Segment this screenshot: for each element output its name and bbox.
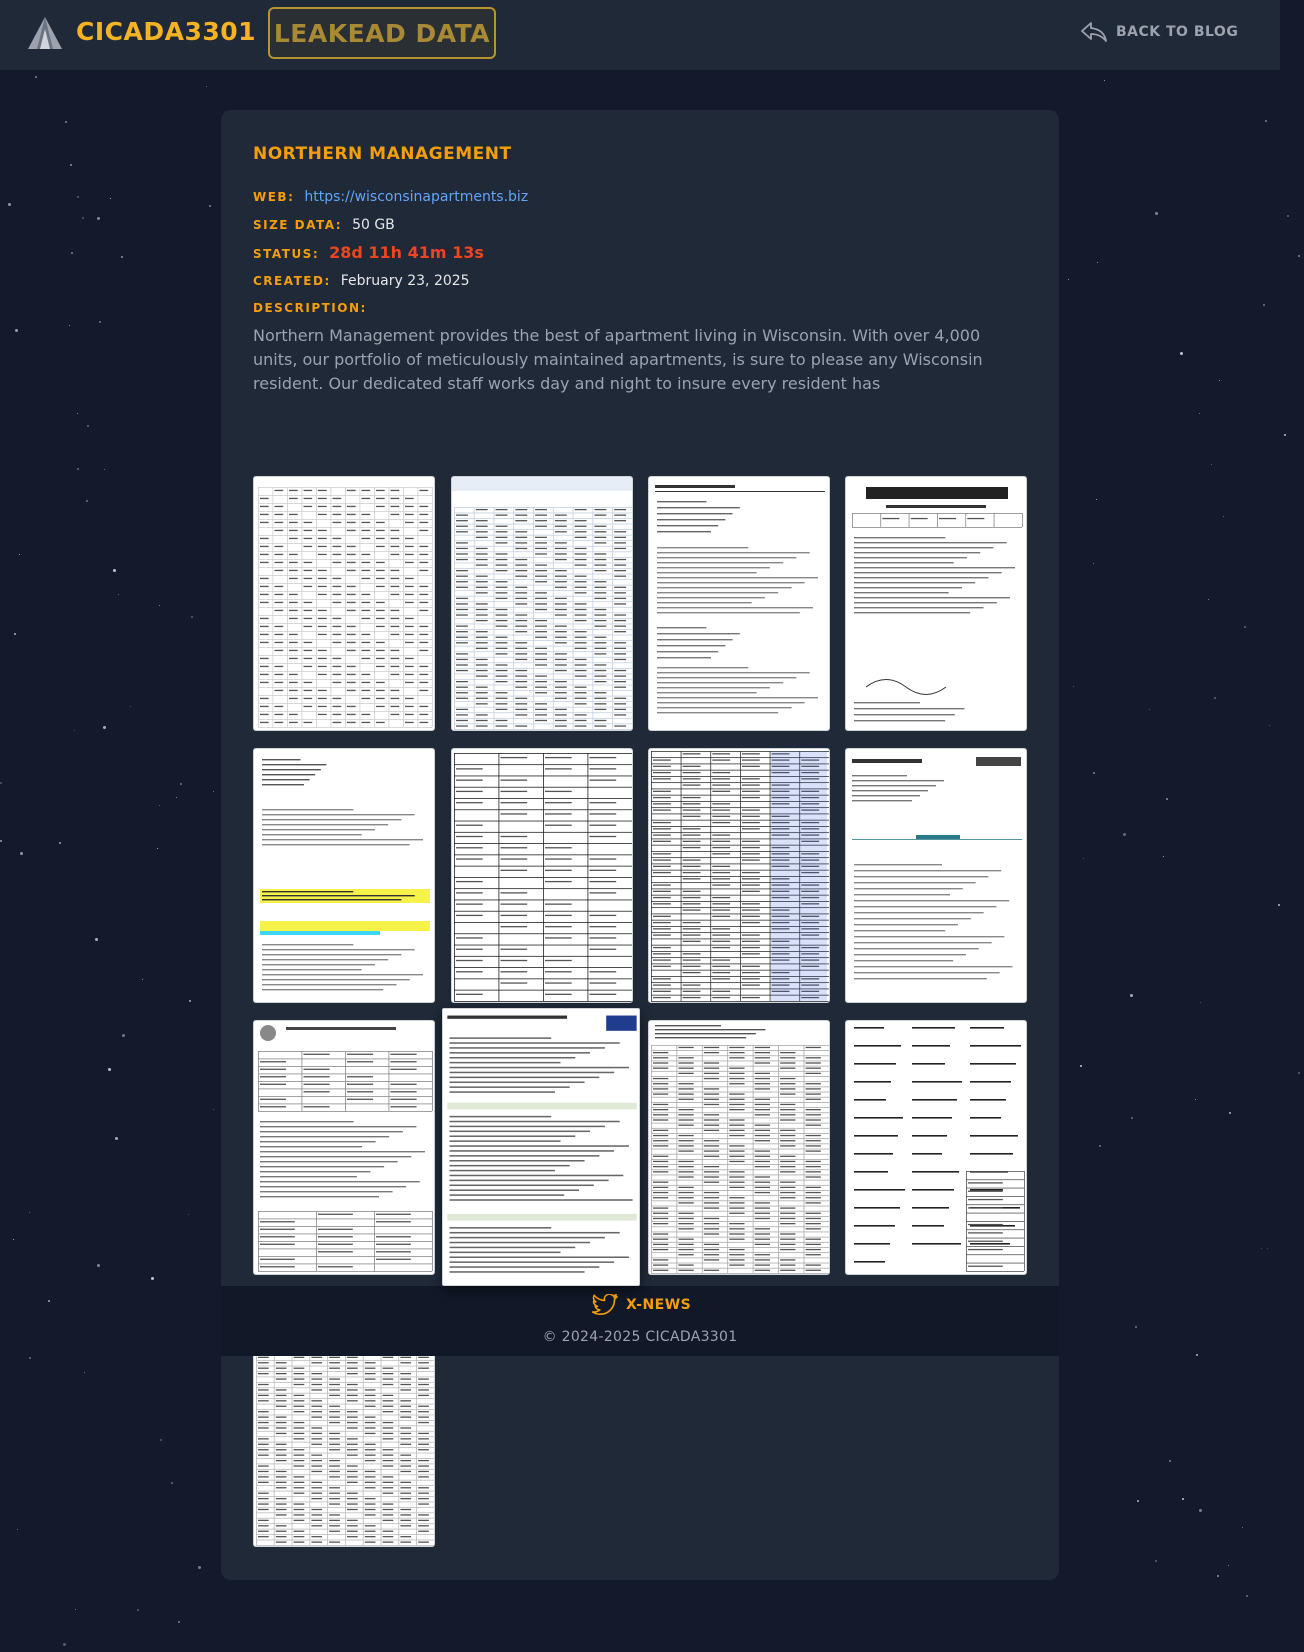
star-dot <box>1229 1112 1231 1114</box>
star-dot <box>77 468 79 470</box>
star-dot <box>206 86 207 87</box>
status-label: STATUS: <box>253 247 320 261</box>
star-dot <box>97 1264 100 1267</box>
document-thumbnail[interactable] <box>845 1020 1027 1275</box>
star-dot <box>1182 1498 1184 1500</box>
star-dot <box>71 252 73 254</box>
web-label: WEB: <box>253 190 295 204</box>
star-dot <box>69 325 70 326</box>
star-dot <box>95 938 98 941</box>
status-row <box>253 243 484 262</box>
document-thumbnail[interactable] <box>253 476 435 731</box>
star-dot <box>130 706 131 707</box>
document-thumbnail[interactable] <box>648 476 830 731</box>
star-dot <box>77 413 78 414</box>
star-dot <box>0 782 2 784</box>
star-dot <box>29 1212 30 1213</box>
star-dot <box>115 1137 118 1140</box>
star-dot <box>1155 1560 1157 1562</box>
star-dot <box>1149 709 1150 710</box>
star-dot <box>137 1609 139 1611</box>
star-dot <box>191 616 193 618</box>
star-dot <box>110 198 111 199</box>
star-dot <box>1093 563 1094 564</box>
star-dot <box>1166 798 1168 800</box>
star-dot <box>1093 772 1095 774</box>
star-dot <box>75 1609 76 1610</box>
star-dot <box>213 791 214 792</box>
star-dot <box>1228 1565 1229 1566</box>
star-dot <box>157 848 158 849</box>
star-dot <box>198 1566 201 1569</box>
company-description: Northern Management provides the best of apartment living in Wisconsin. With over 4,000 units, our portfolio of meticulously maintained apartments, is sure to please any Wisconsin resident. Our dedicated staff works day and night to insure every resident has <box>253 326 983 393</box>
document-thumbnail[interactable] <box>648 1020 830 1275</box>
star-dot <box>160 1439 162 1441</box>
star-dot <box>1131 1117 1133 1119</box>
star-dot <box>1169 1460 1171 1462</box>
star-dot <box>1287 215 1289 217</box>
star-dot <box>213 1109 214 1110</box>
star-dot <box>1083 858 1084 859</box>
created-row <box>253 273 470 289</box>
star-dot <box>59 842 61 844</box>
star-dot <box>1073 686 1074 687</box>
status-countdown: 28d 11h 41m 13s <box>329 243 484 262</box>
top-nav-bar <box>0 0 1280 70</box>
back-to-blog-link[interactable] <box>1080 20 1238 44</box>
star-dot <box>19 554 20 555</box>
star-dot <box>121 256 123 258</box>
star-dot <box>122 1034 125 1037</box>
document-thumbnail[interactable] <box>845 748 1027 1003</box>
star-dot <box>1219 380 1220 381</box>
star-dot <box>103 726 106 729</box>
star-dot <box>113 569 116 572</box>
star-dot <box>87 425 89 427</box>
star-dot <box>188 1214 189 1215</box>
document-thumbnail[interactable] <box>253 1020 435 1275</box>
star-dot <box>1096 499 1097 500</box>
star-dot <box>189 1000 191 1002</box>
star-dot <box>1278 904 1280 906</box>
star-dot <box>1104 80 1105 81</box>
star-dot <box>209 205 211 207</box>
star-dot <box>1199 1509 1202 1512</box>
star-dot <box>151 1277 154 1280</box>
star-dot <box>1211 464 1212 465</box>
star-dot <box>8 203 11 206</box>
document-thumbnail[interactable] <box>442 1008 640 1286</box>
web-row <box>253 189 528 205</box>
leaked-data-badge[interactable]: LEAKEAD DATA <box>268 7 496 59</box>
star-dot <box>1284 434 1286 436</box>
document-thumbnail[interactable] <box>253 748 435 1003</box>
star-dot <box>1208 599 1209 600</box>
star-dot <box>1135 1326 1137 1328</box>
document-thumbnail[interactable] <box>451 476 633 731</box>
star-dot <box>97 217 100 220</box>
star-dot <box>1298 255 1300 257</box>
twitter-bird-icon <box>592 1294 618 1316</box>
company-title: NORTHERN MANAGEMENT <box>253 144 512 164</box>
star-dot <box>29 1357 31 1359</box>
star-dot <box>176 797 177 798</box>
star-dot <box>74 730 75 731</box>
star-dot <box>178 1621 180 1623</box>
star-dot <box>13 1239 14 1240</box>
star-dot <box>1137 1500 1139 1502</box>
star-dot <box>84 1372 85 1373</box>
x-news-link[interactable] <box>592 1294 691 1316</box>
star-dot <box>1068 279 1069 280</box>
document-thumbnail[interactable] <box>845 476 1027 731</box>
page-footer <box>221 1286 1059 1356</box>
star-dot <box>1097 262 1098 263</box>
back-to-blog-label: BACK TO BLOG <box>1116 24 1239 40</box>
star-dot <box>77 196 79 198</box>
reply-arrow-icon <box>1080 20 1108 44</box>
star-dot <box>1244 626 1246 628</box>
star-dot <box>142 979 143 980</box>
star-dot <box>1217 1575 1219 1577</box>
star-dot <box>65 121 67 123</box>
star-dot <box>70 164 72 166</box>
star-dot <box>82 217 84 219</box>
star-dot <box>104 469 105 470</box>
size-value: 50 GB <box>352 217 395 233</box>
copyright-text: © 2024-2025 CICADA3301 <box>542 1329 738 1345</box>
document-thumbnail[interactable] <box>451 748 633 1003</box>
pyramid-logo-icon[interactable] <box>26 15 64 51</box>
star-dot <box>1080 1065 1082 1067</box>
star-dot <box>17 1529 18 1530</box>
star-dot <box>1155 212 1158 215</box>
star-dot <box>86 500 88 502</box>
star-dot <box>1214 697 1216 699</box>
star-dot <box>35 76 37 78</box>
star-dot <box>1223 516 1224 517</box>
star-dot <box>180 783 182 785</box>
description-row <box>253 301 367 315</box>
star-dot <box>1263 304 1265 306</box>
size-row <box>253 217 395 233</box>
company-website-link[interactable]: https://wisconsinapartments.biz <box>304 189 529 205</box>
star-dot <box>1163 856 1164 857</box>
star-dot <box>48 1300 50 1302</box>
star-dot <box>1265 120 1267 122</box>
star-dot <box>1261 1248 1262 1249</box>
star-dot <box>1180 352 1183 355</box>
created-label: CREATED: <box>253 274 331 288</box>
star-dot <box>159 805 160 806</box>
star-dot <box>1298 1072 1300 1074</box>
star-dot <box>15 329 18 332</box>
star-dot <box>1246 1595 1248 1597</box>
x-news-label: X-NEWS <box>626 1297 692 1313</box>
leak-detail-card <box>221 110 1059 1580</box>
star-dot <box>1199 413 1200 414</box>
star-dot <box>1242 1527 1243 1528</box>
star-dot <box>1123 833 1126 836</box>
star-dot <box>1200 1002 1201 1003</box>
star-dot <box>99 321 101 323</box>
star-dot <box>108 1068 111 1071</box>
created-value: February 23, 2025 <box>340 273 470 289</box>
star-dot <box>159 605 160 606</box>
star-dot <box>171 1482 173 1484</box>
star-dot <box>1269 725 1270 726</box>
star-dot <box>14 633 16 635</box>
star-dot <box>1099 1145 1101 1147</box>
star-dot <box>63 1643 66 1646</box>
star-dot <box>1196 1354 1198 1356</box>
description-label: DESCRIPTION: <box>253 301 367 315</box>
document-thumbnail[interactable] <box>648 748 830 1003</box>
star-dot <box>1195 1099 1196 1100</box>
star-dot <box>118 594 119 595</box>
brand-name[interactable]: CICADA3301 <box>76 17 257 46</box>
star-dot <box>1130 994 1133 997</box>
size-label: SIZE DATA: <box>253 218 343 232</box>
star-dot <box>0 840 2 842</box>
star-dot <box>1267 1248 1268 1249</box>
star-dot <box>20 852 23 855</box>
